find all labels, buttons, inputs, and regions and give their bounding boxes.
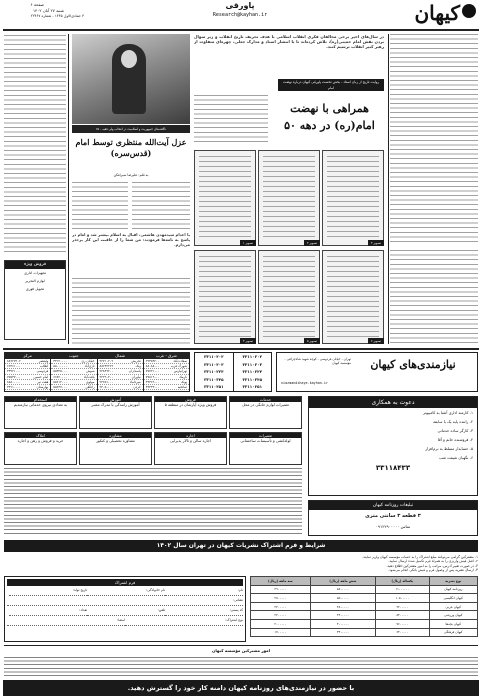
classifieds-banner: [276, 352, 478, 392]
phones-col-a: [233, 353, 272, 391]
field-label: تاریخ تولد:: [72, 588, 88, 592]
author-line: به قلم: علیرضا شیرافکن: [113, 173, 149, 177]
hiring-line: ۶- نگهبان شیفت شب: [439, 455, 473, 460]
doc-label-5: تصویر ۵: [304, 338, 320, 344]
area-name: پونک: [180, 379, 187, 384]
cell: ۲۴۰۰۰۰۰: [251, 602, 311, 611]
cell: کیهان ورزشی: [429, 611, 477, 620]
area-name: نارمک: [179, 374, 187, 379]
phone-number: ۳۳۱۱۰۲۰۲: [203, 354, 224, 359]
left-ad-title: فروش ویژه: [5, 261, 65, 269]
kayhan-logo: [400, 0, 478, 28]
form-field-name[interactable]: [165, 586, 243, 596]
ad-card[interactable]: [79, 396, 152, 429]
phone-number: ۳۳۱۱۰۲۵۱: [242, 384, 263, 390]
ad-body: آموزش رانندگی با مدرک معتبر: [91, 402, 140, 407]
city-col-3: [50, 353, 96, 391]
document-scan-1: [194, 150, 256, 246]
area-phone: ۵۵۶۱۲۰۰۰: [53, 379, 67, 384]
hiring-phone: ۳۳۱۱۸۴۳۳: [375, 464, 411, 472]
ad-promo-box: [308, 500, 478, 536]
field-label: نام:: [237, 588, 243, 592]
pull-quote: با اعدام سیدمهدی هاشمی، اقبال به اسلام بیشتر شد و امام در پاسخ به نامه‌ها فرمودند: من شما را از عاقبت این کار برحذر می‌دارم.: [72, 232, 190, 247]
cell: ۴۸۰۰۰۰۰: [310, 602, 375, 611]
area-name: ولیعصر: [38, 359, 49, 363]
ad-body: مشاوره تحصیلی و کنکور: [96, 438, 135, 443]
area-name: انقلاب: [39, 364, 49, 369]
doc-label-1: تصویر ۱: [240, 240, 256, 246]
document-scan-6: [322, 250, 384, 344]
phone-number: ۳۳۱۱۰۲۰۳: [203, 361, 224, 367]
city-col-1: [143, 353, 189, 391]
cell: ۲۰۰۰۰۰۰: [251, 619, 311, 628]
intro-box: روایت تاریخ از زبان اسناد - بخش نخست پاورقی کیهان درباره نهضت امام: [278, 79, 384, 91]
phone-number: ۳۳۱۱۰۲۵۱: [203, 384, 224, 390]
area-phone: ۲۲۳۵۹۲۰۰: [145, 359, 160, 363]
area-name: فردوسی: [36, 369, 49, 374]
col-header: سه ماهه (ریال): [251, 577, 311, 586]
area-phone: ۶۶۸۲۰۰۰۰: [53, 374, 67, 379]
cell: ۲۹۰۰۰۰۰: [251, 585, 311, 594]
note-line: ۲- اصل فیش واریزی را به همراه فرم تکمیل شده ارسال نمایید.: [388, 559, 478, 564]
classifieds-title: نیازمندی‌های کیهان: [370, 358, 456, 371]
city-head-4: مرکز: [5, 353, 50, 359]
city-phone-directory: [4, 352, 190, 392]
bottom-banner: با حضور در نیازمندی‌های روزنامه کیهان دامنه کار خود را گسترش دهید.: [3, 680, 479, 696]
area-phone: ۷۷۸۱۹۰۰۰: [145, 374, 160, 379]
area-name: شوش: [86, 369, 95, 374]
field-label: نوع اشتراک:: [225, 618, 243, 622]
col-header: نوع نشریه: [429, 577, 477, 586]
area-name: بهارستان: [36, 385, 49, 390]
area-name: میرداماد: [129, 379, 141, 384]
area-phone: ۵۵۳۲۵۰۰۰: [53, 369, 67, 374]
cell: ۲۸۰۰۰۰۰: [251, 594, 311, 603]
table-row: [251, 611, 478, 620]
photo-face: [121, 50, 137, 68]
table-row: [251, 602, 478, 611]
field-label: کد پستی:: [229, 608, 243, 612]
section-email: Research@kayhan.ir: [212, 12, 268, 18]
price-table: [250, 576, 478, 637]
area-phone: ۷۷۵۳۷۰۰۰: [7, 374, 21, 379]
ad-body: خرید و فروش و رهن و اجاره: [17, 438, 64, 443]
area-phone: ۴۴۴۶۹۰۰۰: [145, 379, 160, 384]
hiring-line: ۳- کارگر ساده خدماتی: [437, 428, 473, 433]
form-field-family[interactable]: [87, 586, 165, 596]
subscription-footer-print: [4, 657, 478, 677]
ad-card[interactable]: [154, 396, 227, 429]
cell: ۸۴۰۰۰۰۰: [376, 611, 429, 620]
area-phone: ۸۸۶۴۲۲۶۲: [99, 364, 114, 369]
form-field-phone[interactable]: [87, 606, 165, 616]
central-phones: [194, 352, 272, 392]
area-phone: ۴۴۲۴۳۰۰۰: [145, 385, 160, 390]
phone-number: ۳۳۱۱۰۲۰۳: [242, 361, 263, 367]
area-name: تهرانپارس: [173, 369, 187, 374]
area-phone: ۳۳۹۲۱۰۰۰: [7, 369, 21, 374]
ad-card[interactable]: [154, 432, 227, 465]
page-number: صفحه ۶: [30, 2, 44, 7]
area-phone: ۷۷۷۲۱۰۰۰: [145, 369, 160, 374]
promo-title: تبلیغات روزنامه کیهان: [309, 501, 477, 510]
cell: روزنامه کیهان: [429, 585, 477, 594]
right-column-text-2: [390, 250, 478, 345]
doc-label-3: تصویر ۳: [368, 240, 384, 246]
ad-card[interactable]: [4, 396, 77, 429]
subscription-price-table: [250, 576, 478, 642]
form-title: فرم اشتراک: [7, 579, 243, 586]
area-name: ونک: [135, 364, 141, 369]
cell: ۲۲۰۰۰۰۰: [251, 611, 311, 620]
field-label: امضا:: [117, 618, 125, 622]
hiring-box: [308, 396, 478, 496]
ad-title: خدمات: [230, 397, 301, 402]
top-story-lead: در سال‌های اخیر برخی مخالفان فکری انقلاب اسلامی با هدف تحریف تاریخ انقلاب و زیر سوال بردن نقش امام خمینی(ره)، تلاش کرده‌اند تا با انتشار اسناد و مدارک جعلی، چهره‌ای متفاوت از رهبر کبیر انقلاب ترسیم کنند.: [194, 34, 384, 50]
area-name: خیابان ری: [81, 359, 95, 363]
article-col-b: [132, 182, 190, 230]
phone-number: ۳۳۱۱۰۳۴۵: [203, 376, 224, 382]
area-phone: ۳۳۱۱۰۰۰۰: [7, 385, 21, 390]
city-row: [5, 385, 50, 390]
ad-body: فروش ویژه آپارتمان در منطقه ۵: [164, 402, 217, 407]
phone-number: ۳۳۱۱۰۲۲۴: [203, 369, 224, 375]
left-side-ad: [4, 260, 66, 340]
ad-card[interactable]: [79, 432, 152, 465]
area-phone: ۶۶۴۶۱۰۰۰: [7, 364, 21, 369]
main-headline: همراهی با نهضت امام(ره) در دهه ۵۰: [284, 102, 375, 132]
cell: کیهان بچه‌ها: [429, 619, 477, 628]
form-field-address[interactable]: [7, 596, 243, 606]
area-name: پاسداران: [128, 369, 141, 374]
cell: کیهان فرهنگی: [429, 628, 477, 637]
hiring-title: دعوت به همکاری: [309, 397, 477, 408]
cell: کیهان انگلیسی: [429, 594, 477, 603]
classifieds-address: تهران - خیابان فردوسی - کوچه شهید شاه‌چراغی - مؤسسه کیهان: [284, 357, 351, 366]
ad-card[interactable]: [4, 432, 77, 465]
doc-label-4: تصویر ۴: [240, 338, 256, 344]
table-row: [251, 594, 478, 603]
section-title: پاورقی: [225, 1, 255, 10]
area-phone: ۵۵۰۰۰۰۰۰: [53, 364, 67, 369]
area-phone: ۲۲۲۹۰۲۰۰: [99, 374, 114, 379]
form-field-postal[interactable]: [165, 606, 243, 616]
ad-body: به تعدادی نیروی خدماتی نیازمندیم: [13, 402, 68, 407]
hiring-line: ۵- حسابدار مسلط به نرم‌افزار: [425, 446, 473, 451]
subscription-title: شرایط و فرم اشتراک نشریات کیهان در تهران سال ۱۴۰۲: [4, 540, 478, 552]
masthead: [0, 0, 482, 30]
field-label: نام خانوادگی:: [146, 588, 166, 592]
hiring-line: ۱- کارمند اداری آشنا به کامپیوتر: [422, 410, 473, 415]
subscription-notes: [4, 555, 478, 573]
area-phone: ۲۲۰۵۰۰۰۰: [99, 385, 114, 390]
city-col-4: [5, 353, 50, 391]
right-column-text: [390, 34, 478, 244]
ad-title: اجاره: [155, 433, 226, 438]
cell: ۴۰۰۰۰۰۰: [310, 619, 375, 628]
city-head-1: شرق - غرب: [144, 353, 189, 359]
area-name: شهرک غرب: [170, 364, 187, 369]
ad-title: تعمیرات: [230, 433, 301, 438]
left-column-text: [4, 35, 66, 255]
doc-label-6: تصویر ۶: [368, 338, 384, 344]
table-row: [251, 619, 478, 628]
phones-col-b: [195, 353, 233, 391]
ad-card[interactable]: [229, 432, 302, 465]
subscription-form: [4, 576, 246, 642]
ad-title: مشاوره: [80, 433, 151, 438]
form-field-signature[interactable]: [7, 616, 125, 626]
issue-date: شنبه ۲۷ آبان ۱۴۰۲: [32, 8, 64, 13]
area-phone: ۸۸۰۸۸۰۰۰: [145, 364, 160, 369]
note-line: ۱- مشترکین گرامی می‌توانند مبلغ اشتراک را به حساب مؤسسه کیهان واریز نمایند.: [362, 555, 478, 559]
note-line: ۳- در صورت تغییر آدرس، مراتب را به امور مشترکین اطلاع دهید.: [386, 563, 478, 568]
article-col-a: [72, 182, 128, 230]
left-ad-line-2: لوازم التحریر: [25, 279, 45, 283]
form-field-count[interactable]: [9, 606, 87, 616]
cell: ۱۰۵۰۰۰۰۰: [376, 594, 429, 603]
document-scan-3: [322, 150, 384, 246]
imam-photo: [72, 34, 190, 124]
logo-text: کیهان: [414, 1, 460, 25]
cell: ۳۴۰۰۰۰۰: [310, 628, 375, 637]
ad-body: لوله‌کشی و تأسیسات ساختمانی: [240, 438, 291, 443]
cell: کیهان عربی: [429, 602, 477, 611]
area-phone: ۸۸۸۰۰۰۰۰: [7, 379, 21, 384]
table-row: [251, 628, 478, 637]
city-head-2: شمال: [98, 353, 143, 359]
city-row: [51, 385, 96, 390]
sub-headline: عزل آیت‌الله منتظری توسط امام (قدس‌سره): [75, 137, 187, 158]
area-phone: ۲۲۸۴۹۲۰۰: [99, 369, 114, 374]
article-col-c: [72, 278, 190, 344]
promo-line: ۳ قطعه ۳ سانتی متری: [365, 513, 421, 519]
note-line: ۴- ارسال نشریه پس از وصول فرم و فیش بانکی انجام می‌شود.: [388, 568, 478, 573]
ad-title: فروش: [155, 397, 226, 402]
cell: ۹۲۰۰۰۰۰: [376, 602, 429, 611]
document-scan-4: [194, 250, 256, 344]
area-name: سعادت‌آباد: [173, 359, 187, 363]
col-header: یکساله (ریال): [376, 577, 429, 586]
cell: ۱۱۰۰۰۰۰۰: [376, 585, 429, 594]
city-col-2: [97, 353, 143, 391]
area-name: امام حسین: [33, 374, 49, 379]
phone-number: ۳۳۱۱۰۲۲۴: [242, 369, 263, 375]
price-table-header: [251, 577, 478, 586]
cell: ۷۶۰۰۰۰۰: [376, 619, 429, 628]
cell: ۶۴۰۰۰۰۰: [376, 628, 429, 637]
city-head-3: جنوب: [51, 353, 96, 359]
area-name: نازی‌آباد: [84, 364, 95, 369]
ads-small-print: [4, 468, 302, 534]
docs-col-text: [194, 95, 268, 145]
cell: ۵۸۰۰۰۰۰: [310, 585, 375, 594]
ad-body: تعمیرات لوازم خانگی در محل: [242, 402, 289, 407]
classified-ads-grid: [4, 396, 304, 536]
hiring-line: ۲- راننده پایه یک با سابقه: [433, 419, 473, 424]
left-ad-line-1: تجهیزات اداری: [24, 271, 46, 275]
area-phone: ۳۳۱۲۰۰۰۰: [53, 359, 67, 363]
ad-card[interactable]: [229, 396, 302, 429]
logo-emblem: [462, 4, 476, 18]
cell: ۱۷۰۰۰۰۰: [251, 628, 311, 637]
ad-title: آموزش: [80, 397, 151, 402]
photo-caption: ناگفته‌های جمهوریت و اسلامیت در انتخاب ولی فقیه - ۶۵: [72, 125, 190, 133]
ad-title: املاک: [5, 433, 76, 438]
field-label: نشانی:: [233, 598, 243, 602]
area-phone: ۸۸۹۲۷۲۰۲: [7, 359, 21, 363]
city-row: [98, 385, 143, 390]
classifieds-website: niazmandihaye.kayhan.ir: [281, 381, 328, 385]
col-header: شش ماهه (ریال): [310, 577, 375, 586]
promo-phone: تماس ۰۹۱۲۲۹۰۰۰۰۰: [375, 524, 411, 529]
area-name: هفت تیر: [37, 379, 49, 384]
area-name: یافت‌آباد: [83, 374, 95, 379]
form-field-birth[interactable]: [9, 586, 87, 596]
area-phone: ۲۲۷۱۰۲۰۲: [99, 359, 114, 363]
area-name: صادقیه: [177, 385, 187, 390]
phone-number: ۳۳۱۱۰۲۰۲: [242, 354, 263, 359]
city-row: [144, 385, 189, 390]
area-name: جردن: [133, 385, 141, 390]
ad-title: استخدام: [5, 397, 76, 402]
issue-number: ۳ جمادی‌الاول ۱۴۴۵ - شماره ۲۲۴۶۷: [30, 14, 84, 18]
cell: ۴۴۰۰۰۰۰: [310, 611, 375, 620]
field-label: تعداد:: [79, 608, 88, 612]
area-phone: ۵۵۶۴۷۰۰۰: [53, 385, 67, 390]
hiring-line: ۴- فروشنده خانم و آقا: [437, 437, 473, 442]
cell: ۵۵۰۰۰۰۰: [310, 594, 375, 603]
subscription-stamp: امور مشترکین مؤسسه کیهان: [4, 645, 478, 655]
area-name: نیاوران: [131, 374, 141, 379]
phone-number: ۳۳۱۱۰۳۴۵: [242, 376, 263, 382]
area-name: مولوی: [86, 379, 95, 384]
field-label: تلفن:: [157, 608, 166, 612]
form-field-type[interactable]: [125, 616, 243, 626]
document-scan-5: [258, 250, 320, 344]
left-ad-line-3: تحویل فوری: [25, 287, 45, 291]
area-name: تجریش: [131, 359, 141, 363]
area-name: راه‌آهن: [85, 385, 95, 390]
table-row: [251, 585, 478, 594]
area-phone: ۲۲۲۵۱۰۰۰: [99, 379, 114, 384]
doc-label-2: تصویر ۲: [304, 240, 320, 246]
document-scan-2: [258, 150, 320, 246]
ad-body: اجاره سالن و تالار پذیرایی: [169, 438, 212, 443]
